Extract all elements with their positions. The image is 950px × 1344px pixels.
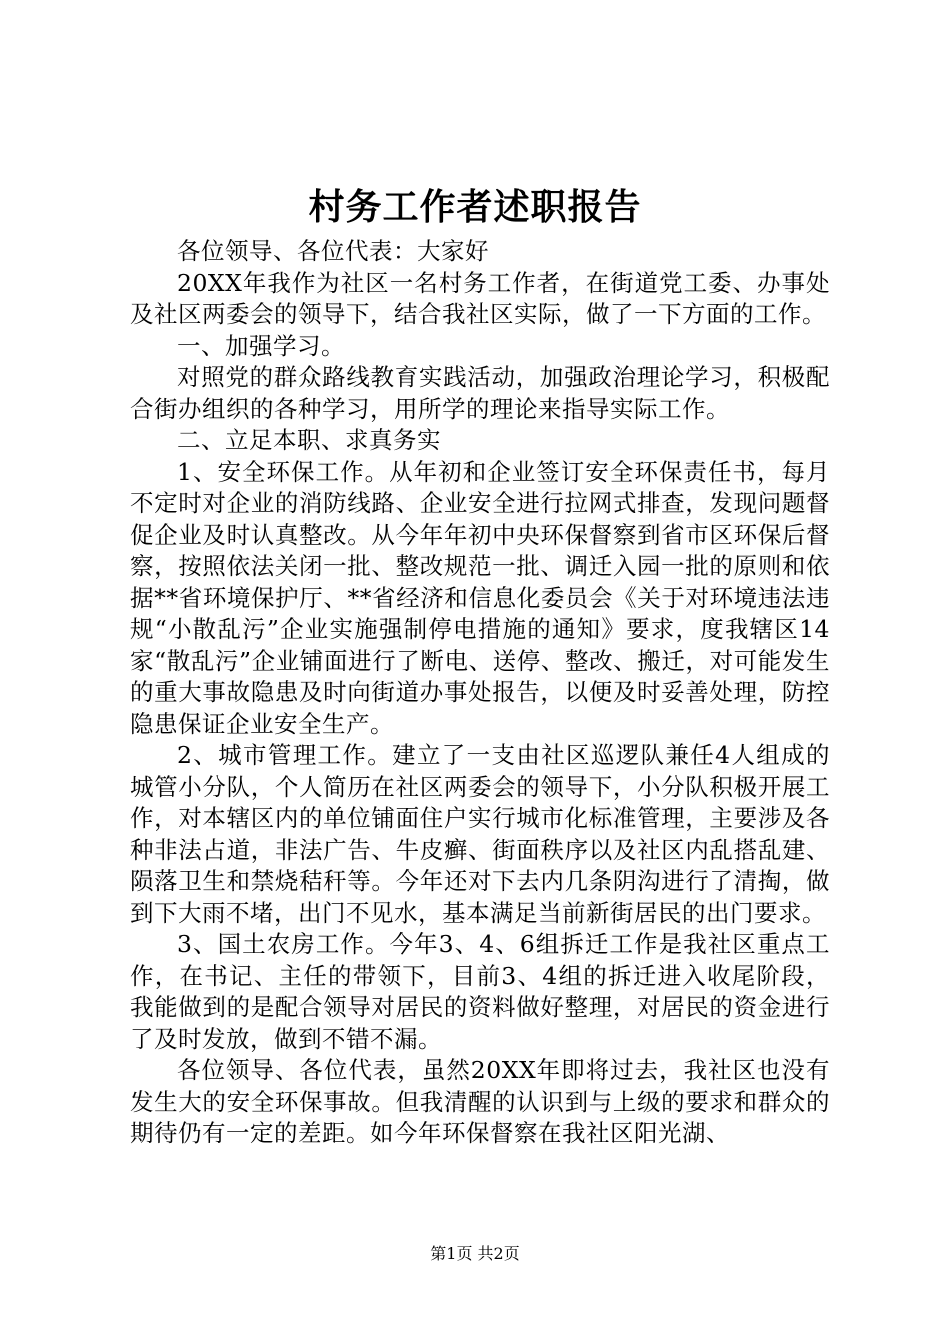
- paragraph-greeting: 各位领导、各位代表：大家好: [177, 237, 489, 265]
- paragraph-safety: 1、安全环保工作。从年初和企业签订安全环保责任书，每月不定时对企业的消防线路、企业安全进行拉网式排查，发现问题督促企业及时认真整改。从今年年初中央环保督察到省市区环保后督察，按照依法关闭一批、整改规范一批、调迁入园一批的原则和依据**省环境保护厅、**省经济和信息化委员会《关于对环境违法违规“小散乱污”企业实施强制停电措施的通知》要求，度我辖区14家“散乱污”企业铺面进行了断电、送停、整改、搬迁，对可能发生的重大事故隐患及时向街道办事处报告，以便及时妥善处理，防控隐患保证企业安全生产。: [130, 457, 830, 738]
- paragraph-land: 3、国土农房工作。今年3、4、6组拆迁工作是我社区重点工作，在书记、主任的带领下，目前3、4组的拆迁进入收尾阶段，我能做到的是配合领导对居民的资料做好整理，对居民的资金进行了及时发放，做到不错不漏。: [130, 930, 830, 1053]
- section-heading-duty: 二、立足本职、求真务实: [177, 426, 441, 454]
- paragraph-study: 对照党的群众路线教育实践活动，加强政治理论学习，积极配合街办组织的各种学习，用所学的理论来指导实际工作。: [130, 363, 830, 423]
- paragraph-intro: 20XX年我作为社区一名村务工作者，在街道党工委、办事处及社区两委会的领导下，结合我社区实际，做了一下方面的工作。: [130, 268, 830, 328]
- document-body: [130, 236, 830, 1150]
- document-title: 村务工作者述职报告: [308, 186, 642, 228]
- page-footer: 第1页 共2页: [430, 1244, 520, 1263]
- paragraph-urban: 2、城市管理工作。建立了一支由社区巡逻队兼任4人组成的城管小分队，个人简历在社区两委会的领导下，小分队积极开展工作，对本辖区内的单位铺面住户实行城市化标准管理，主要涉及各种非法占道，非法广告、牛皮癣、街面秩序以及社区内乱搭乱建、陨落卫生和禁烧秸秆等。今年还对下去内几条阴沟进行了清掏，做到下大雨不堵，出门不见水，基本满足当前新街居民的出门要求。: [130, 741, 830, 927]
- section-heading-study: 一、加强学习。: [177, 331, 345, 360]
- paragraph-summary: 各位领导、各位代表，虽然20XX年即将过去，我社区也没有发生大的安全环保事故。但我清醒的认识到与上级的要求和群众的期待仍有一定的差距。如今年环保督察在我社区阳光湖、: [130, 1056, 830, 1147]
